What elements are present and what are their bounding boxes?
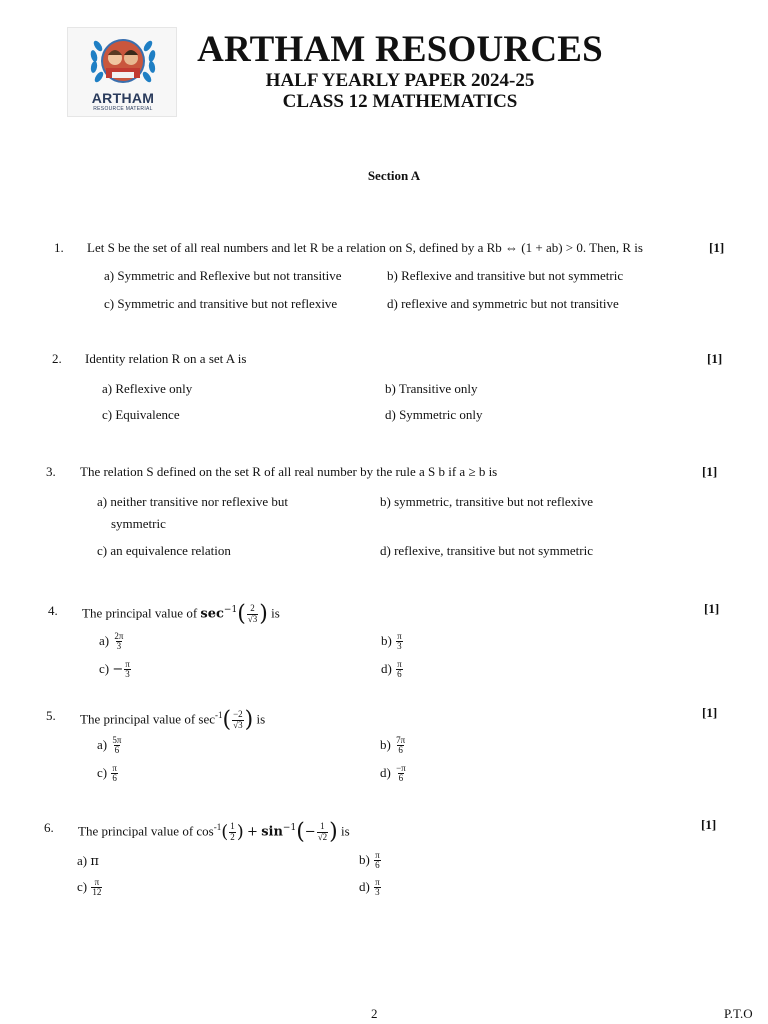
question-number: 5.: [46, 708, 56, 723]
cos-superscript: -1: [213, 822, 222, 832]
option-a: a) Symmetric and Reflexive but not transitive: [104, 268, 342, 283]
fraction-denominator: 6: [397, 669, 402, 680]
fraction-numerator: −2: [233, 709, 243, 720]
fraction-denominator: 6: [398, 745, 403, 756]
option-c: [99, 660, 132, 680]
option-label: c): [97, 764, 108, 780]
fraction-numerator: π: [112, 763, 117, 773]
fraction-numerator: π: [94, 877, 100, 887]
question-text: The relation S defined on the set R of all real number by the rule a S b if a ≥ b is: [80, 464, 498, 479]
option-label: b): [359, 851, 370, 867]
option-label: a): [77, 853, 88, 868]
option-label: b): [380, 736, 391, 752]
option-label: b): [381, 632, 392, 648]
option-label: c): [99, 660, 110, 676]
option-label: d): [380, 764, 391, 780]
fraction-numerator: π: [397, 659, 402, 669]
fraction-numerator: 7π: [396, 735, 406, 745]
option-fraction: [111, 736, 122, 756]
paren-open: (: [221, 821, 229, 843]
sin-superscript: −1: [282, 823, 297, 833]
section-heading: Section A: [367, 168, 421, 183]
question-number: 2.: [52, 351, 62, 366]
function-superscript: −1: [223, 605, 238, 615]
option-fraction: [396, 632, 403, 652]
paren-close: ): [236, 821, 244, 843]
argument-fraction: [247, 604, 258, 624]
option-c: c) an equivalence relation: [97, 543, 231, 558]
option-a: a) neither transitive nor reflexive but: [97, 494, 288, 509]
paren-close: ): [244, 707, 254, 733]
option-fraction: [395, 764, 407, 784]
option-a-continued: symmetric: [111, 516, 166, 531]
question-text-lead: The principal value of: [82, 605, 198, 621]
question-text: [82, 592, 280, 632]
option-fraction: [396, 660, 403, 680]
question-marks: [1]: [702, 464, 718, 479]
fraction-numerator: 2: [250, 603, 255, 614]
fraction-numerator: π: [397, 631, 402, 641]
question-text: Identity relation R on a set A is: [85, 351, 247, 366]
option-fraction: [91, 878, 102, 898]
option-a: [77, 853, 99, 869]
question-number: 6.: [44, 820, 54, 835]
option-sign: −: [112, 661, 124, 677]
option-fraction: [111, 764, 118, 784]
question-text: [80, 697, 265, 738]
question-number: 1.: [54, 240, 64, 255]
question-text-tail: is: [341, 823, 350, 839]
fraction-denominator: √3: [247, 613, 258, 624]
fraction-denominator: 6: [112, 773, 117, 784]
option-b: b) Reflexive and transitive but not symmetric: [387, 268, 624, 283]
argument-sign: −: [304, 824, 316, 840]
fraction-numerator: 2π: [114, 631, 124, 641]
paren-close: ): [329, 819, 338, 845]
option-c: [77, 878, 103, 898]
logo-tagline: RESOURCE MATERIAL: [93, 106, 153, 112]
option-d: [359, 878, 382, 898]
option-label: a): [97, 736, 108, 752]
option-d: [381, 660, 404, 680]
question-marks: [1]: [707, 351, 723, 366]
option-c: c) Symmetric and transitive but not reflexive: [104, 296, 338, 311]
paren-close: ): [259, 601, 268, 627]
option-fraction: [124, 660, 131, 680]
fraction-denominator: 12: [92, 887, 102, 898]
option-d: [380, 764, 408, 784]
option-d: d) Symmetric only: [385, 407, 483, 422]
question-marks: [1]: [702, 705, 718, 720]
option-d: d) reflexive, transitive but not symmetric: [380, 543, 593, 558]
option-b: b) Transitive only: [385, 381, 478, 396]
fraction-denominator: 3: [125, 669, 130, 680]
fraction-denominator: √2: [317, 831, 328, 842]
plus-sign: +: [247, 824, 258, 840]
paren-open: (: [237, 601, 246, 627]
option-a: a) Reflexive only: [102, 381, 193, 396]
fraction-denominator: 6: [398, 773, 404, 784]
question-text: [78, 809, 350, 850]
page-title: ARTHAM RESOURCES: [197, 29, 603, 70]
option-c: [97, 764, 119, 784]
option-fraction: [395, 736, 406, 756]
fraction-numerator: π: [125, 659, 130, 669]
option-label: c): [77, 878, 88, 894]
fraction-numerator: 5π: [112, 735, 122, 745]
option-fraction: [374, 851, 381, 871]
question-text: Let S be the set of all real numbers and let R be a relation on S, defined by a Rb ⇔ (1 + ab) > 0. Then, R is: [87, 240, 643, 255]
fraction-denominator: 6: [114, 745, 120, 756]
question-marks: [1]: [709, 240, 725, 255]
option-fraction: [113, 632, 124, 652]
question-text-tail: is: [271, 605, 280, 621]
option-a: [97, 736, 123, 756]
fraction-denominator: 3: [397, 641, 402, 652]
option-label: a): [99, 632, 110, 648]
option-a: [99, 632, 125, 652]
option-d: d) reflexive and symmetric but not transitive: [387, 296, 619, 311]
argument-fraction: [229, 822, 236, 842]
question-text-tail: is: [256, 711, 266, 727]
option-label: d): [381, 660, 392, 676]
option-b: b) symmetric, transitive but not reflexive: [380, 494, 593, 509]
question-number: 3.: [46, 464, 56, 479]
question-number: 4.: [48, 603, 58, 618]
question-text-lead: The principal value of sec: [80, 711, 215, 727]
fraction-numerator: 1: [230, 821, 235, 832]
fraction-denominator: 6: [375, 860, 380, 871]
question-text-lead: The principal value of cos: [78, 823, 214, 839]
function-name: sin: [261, 824, 283, 840]
option-b: [381, 632, 404, 652]
option-b: [380, 736, 407, 756]
paren-open: (: [296, 819, 305, 845]
fraction-numerator: π: [375, 850, 380, 860]
fraction-denominator: 3: [116, 641, 122, 652]
option-label: d): [359, 878, 370, 894]
fraction-denominator: 3: [375, 887, 380, 898]
function-name: sec: [200, 606, 224, 622]
option-c: c) Equivalence: [102, 407, 180, 422]
option-value: π: [90, 854, 99, 869]
argument-fraction: [232, 710, 244, 730]
logo-wordmark: ARTHAM: [91, 90, 155, 106]
paper-subtitle: HALF YEARLY PAPER 2024-25: [265, 70, 535, 91]
fraction-numerator: 1: [320, 821, 325, 832]
question-marks: [1]: [704, 601, 720, 616]
question-marks: [1]: [701, 817, 717, 832]
pto-label: P.T.O: [724, 1006, 753, 1021]
page-number: 2: [371, 1006, 378, 1021]
fraction-numerator: π: [375, 877, 380, 887]
argument-fraction: [317, 822, 328, 842]
fraction-denominator: √3: [233, 719, 243, 730]
class-subtitle: CLASS 12 MATHEMATICS: [282, 91, 518, 112]
option-fraction: [374, 878, 381, 898]
fraction-denominator: 2: [230, 831, 235, 842]
fraction-numerator: −π: [396, 763, 406, 773]
paren-open: (: [222, 707, 232, 733]
function-superscript: -1: [215, 710, 223, 720]
option-b: [359, 851, 382, 871]
